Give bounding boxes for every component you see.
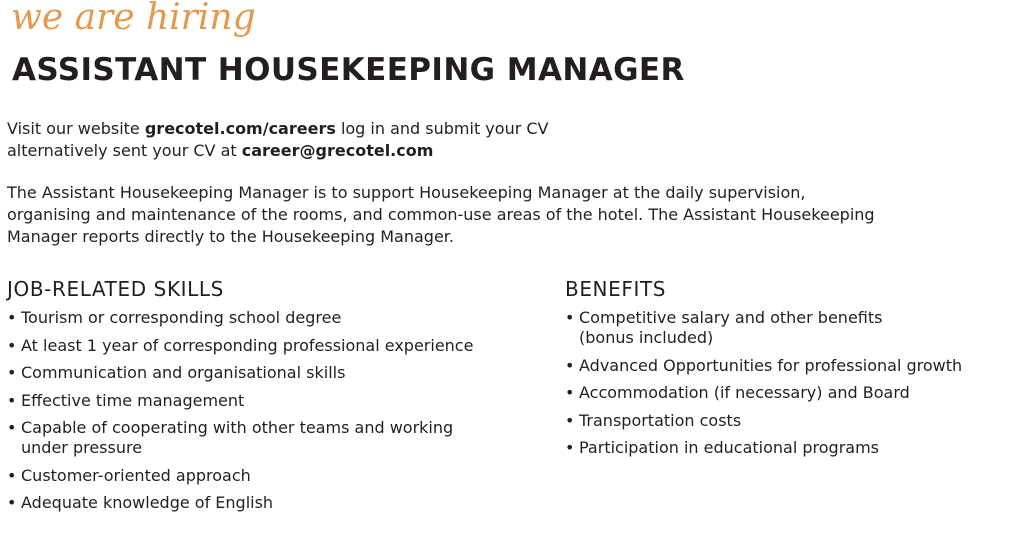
benefit-item xyxy=(565,411,1005,431)
skills-section xyxy=(7,276,527,521)
bullet-icon: • xyxy=(565,438,575,457)
benefit-item-text: Transportation costs xyxy=(579,410,742,430)
skill-item xyxy=(7,336,527,356)
benefit-item xyxy=(565,356,1005,376)
skill-item xyxy=(7,391,527,411)
benefit-item-text: (bonus included) xyxy=(579,328,714,347)
contact-line-website xyxy=(7,118,548,140)
skill-item xyxy=(7,363,527,383)
bullet-icon: • xyxy=(7,363,17,382)
skill-item-text: Capable of cooperating with other teams and working xyxy=(21,418,454,437)
skill-item-text: At least 1 year of corresponding professional experience xyxy=(21,335,474,355)
bullet-icon: • xyxy=(7,465,17,485)
bullet-icon: • xyxy=(565,383,575,402)
benefit-item-text: Advanced Opportunities for professional growth xyxy=(579,355,963,375)
bullet-icon: • xyxy=(7,418,17,437)
bullet-icon: • xyxy=(565,355,575,375)
bullet-icon: • xyxy=(565,308,575,327)
skills-heading: JOB-RELATED SKILLS xyxy=(7,277,224,301)
bullet-icon: • xyxy=(7,308,17,327)
description-line: Manager reports directly to the Housekeeping Manager. xyxy=(7,227,454,246)
benefits-list xyxy=(565,308,1005,458)
benefits-section xyxy=(565,276,1005,466)
benefit-item xyxy=(565,383,1005,403)
job-title: ASSISTANT HOUSEKEEPING MANAGER xyxy=(12,52,685,88)
benefits-heading: BENEFITS xyxy=(565,277,667,301)
skill-item xyxy=(7,418,527,458)
skill-item-text: Effective time management xyxy=(21,390,245,410)
description-line: The Assistant Housekeeping Manager is to support Housekeeping Manager at the daily supervision, xyxy=(7,183,806,202)
skill-item-text: Adequate knowledge of English xyxy=(21,493,274,512)
skill-item-text: under pressure xyxy=(21,438,143,457)
tagline: we are hiring xyxy=(11,0,256,38)
skill-item-text: Customer-oriented approach xyxy=(21,465,251,485)
contact-line-email xyxy=(7,140,548,162)
contact-line1-suffix: log in and submit your CV xyxy=(335,119,549,138)
benefit-item-text: Participation in educational programs xyxy=(579,438,879,457)
description-line: organising and maintenance of the rooms, and common-use areas of the hotel. The Assistant Housekeeping xyxy=(7,205,875,224)
contact-line1-prefix: Visit our website xyxy=(7,119,145,138)
website-link[interactable]: grecotel.com/careers xyxy=(144,119,336,138)
skill-item xyxy=(7,493,527,513)
benefit-item-text: Competitive salary and other benefits xyxy=(579,308,883,327)
job-description xyxy=(7,182,967,248)
bullet-icon: • xyxy=(565,410,575,430)
benefit-item-text: Accommodation (if necessary) and Board xyxy=(579,383,910,402)
skills-list xyxy=(7,308,527,513)
skill-item xyxy=(7,308,527,328)
benefit-item xyxy=(565,308,1005,348)
bullet-icon: • xyxy=(7,390,17,410)
contact-info xyxy=(7,118,548,162)
skill-item xyxy=(7,466,527,486)
bullet-icon: • xyxy=(7,335,17,355)
bullet-icon: • xyxy=(7,493,17,512)
skill-item-text: Tourism or corresponding school degree xyxy=(21,308,342,327)
contact-line2-prefix: alternatively sent your CV at xyxy=(7,141,242,160)
skill-item-text: Communication and organisational skills xyxy=(21,363,346,382)
benefit-item xyxy=(565,438,1005,458)
email-link[interactable]: career@grecotel.com xyxy=(241,141,434,160)
